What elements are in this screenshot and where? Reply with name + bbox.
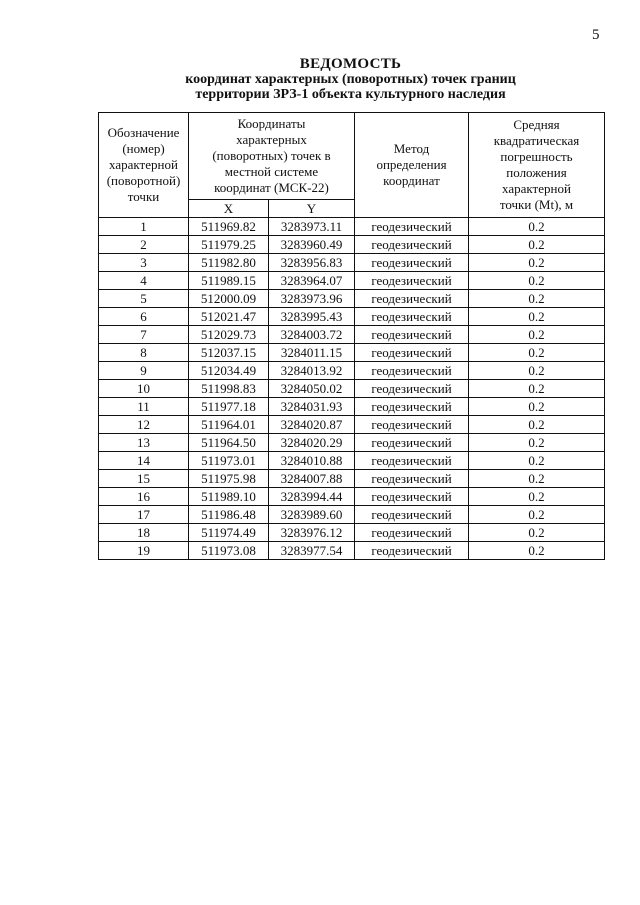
mt-error-cell: 0.2 <box>469 326 605 344</box>
y-coordinate-cell: 3284013.92 <box>269 362 355 380</box>
x-coordinate-cell: 511982.80 <box>189 254 269 272</box>
mt-error-cell: 0.2 <box>469 272 605 290</box>
table-row <box>99 272 605 290</box>
point-number-cell: 4 <box>99 272 189 290</box>
y-coordinate-cell: 3283960.49 <box>269 236 355 254</box>
x-coordinate-cell: 512000.09 <box>189 290 269 308</box>
x-coordinate-cell: 512034.49 <box>189 362 269 380</box>
table-body <box>99 218 605 560</box>
mt-error-cell: 0.2 <box>469 542 605 560</box>
x-coordinate-cell: 511989.15 <box>189 272 269 290</box>
x-coordinate-cell: 511986.48 <box>189 506 269 524</box>
table-row <box>99 308 605 326</box>
method-cell: геодезический <box>355 542 469 560</box>
method-cell: геодезический <box>355 488 469 506</box>
method-cell: геодезический <box>355 236 469 254</box>
table-row <box>99 434 605 452</box>
method-cell: геодезический <box>355 344 469 362</box>
mt-error-cell: 0.2 <box>469 362 605 380</box>
point-number-cell: 5 <box>99 290 189 308</box>
method-cell: геодезический <box>355 290 469 308</box>
y-coordinate-cell: 3283973.96 <box>269 290 355 308</box>
table-row <box>99 398 605 416</box>
header-designation: Обозначение (номер) характерной (поворотной) точки <box>99 113 189 218</box>
point-number-cell: 13 <box>99 434 189 452</box>
document-subtitle-line-2: территории ЗРЗ-1 объекта культурного наследия <box>195 87 506 102</box>
y-coordinate-cell: 3283976.12 <box>269 524 355 542</box>
method-cell: геодезический <box>355 452 469 470</box>
table-row <box>99 218 605 236</box>
y-coordinate-cell: 3284010.88 <box>269 452 355 470</box>
coordinates-table <box>98 112 605 560</box>
x-coordinate-cell: 511989.10 <box>189 488 269 506</box>
header-error: Средняя квадратическая погрешность положения характерной точки (Mt), м <box>469 113 605 218</box>
x-coordinate-cell: 511974.49 <box>189 524 269 542</box>
point-number-cell: 19 <box>99 542 189 560</box>
mt-error-cell: 0.2 <box>469 308 605 326</box>
y-coordinate-cell: 3283973.11 <box>269 218 355 236</box>
point-number-cell: 17 <box>99 506 189 524</box>
method-cell: геодезический <box>355 254 469 272</box>
table-row <box>99 326 605 344</box>
table-row <box>99 542 605 560</box>
x-coordinate-cell: 511964.01 <box>189 416 269 434</box>
y-coordinate-cell: 3284007.88 <box>269 470 355 488</box>
point-number-cell: 12 <box>99 416 189 434</box>
table-row <box>99 506 605 524</box>
y-coordinate-cell: 3283994.44 <box>269 488 355 506</box>
y-coordinate-cell: 3283989.60 <box>269 506 355 524</box>
point-number-cell: 9 <box>99 362 189 380</box>
point-number-cell: 11 <box>99 398 189 416</box>
point-number-cell: 6 <box>99 308 189 326</box>
method-cell: геодезический <box>355 362 469 380</box>
mt-error-cell: 0.2 <box>469 524 605 542</box>
mt-error-cell: 0.2 <box>469 470 605 488</box>
mt-error-cell: 0.2 <box>469 290 605 308</box>
header-method: Метод определения координат <box>355 113 469 218</box>
header-coordinates: Координаты характерных (поворотных) точек в местной системе координат (МСК-22) <box>189 113 355 200</box>
table-row <box>99 470 605 488</box>
point-number-cell: 2 <box>99 236 189 254</box>
x-coordinate-cell: 511998.83 <box>189 380 269 398</box>
y-coordinate-cell: 3283956.83 <box>269 254 355 272</box>
y-coordinate-cell: 3284050.02 <box>269 380 355 398</box>
mt-error-cell: 0.2 <box>469 452 605 470</box>
mt-error-cell: 0.2 <box>469 416 605 434</box>
document-subtitle-line-1: координат характерных (поворотных) точек границ <box>185 72 516 87</box>
point-number-cell: 16 <box>99 488 189 506</box>
x-coordinate-cell: 512021.47 <box>189 308 269 326</box>
x-coordinate-cell: 511973.01 <box>189 452 269 470</box>
point-number-cell: 10 <box>99 380 189 398</box>
page-number: 5 <box>592 27 600 43</box>
table-row <box>99 290 605 308</box>
mt-error-cell: 0.2 <box>469 236 605 254</box>
y-coordinate-cell: 3284020.29 <box>269 434 355 452</box>
mt-error-cell: 0.2 <box>469 218 605 236</box>
x-coordinate-cell: 511964.50 <box>189 434 269 452</box>
table-row <box>99 524 605 542</box>
point-number-cell: 8 <box>99 344 189 362</box>
mt-error-cell: 0.2 <box>469 434 605 452</box>
point-number-cell: 18 <box>99 524 189 542</box>
point-number-cell: 3 <box>99 254 189 272</box>
document-title: ВЕДОМОСТЬ <box>299 56 402 72</box>
table-row <box>99 236 605 254</box>
method-cell: геодезический <box>355 380 469 398</box>
method-cell: геодезический <box>355 524 469 542</box>
table-row <box>99 416 605 434</box>
method-cell: геодезический <box>355 416 469 434</box>
method-cell: геодезический <box>355 506 469 524</box>
point-number-cell: 14 <box>99 452 189 470</box>
x-coordinate-cell: 512029.73 <box>189 326 269 344</box>
table-row <box>99 344 605 362</box>
method-cell: геодезический <box>355 272 469 290</box>
x-coordinate-cell: 511973.08 <box>189 542 269 560</box>
mt-error-cell: 0.2 <box>469 488 605 506</box>
method-cell: геодезический <box>355 434 469 452</box>
x-coordinate-cell: 511977.18 <box>189 398 269 416</box>
x-coordinate-cell: 511975.98 <box>189 470 269 488</box>
y-coordinate-cell: 3283964.07 <box>269 272 355 290</box>
method-cell: геодезический <box>355 470 469 488</box>
header-x: X <box>189 200 269 218</box>
method-cell: геодезический <box>355 308 469 326</box>
point-number-cell: 7 <box>99 326 189 344</box>
y-coordinate-cell: 3283995.43 <box>269 308 355 326</box>
table-row <box>99 452 605 470</box>
table-row <box>99 254 605 272</box>
mt-error-cell: 0.2 <box>469 254 605 272</box>
y-coordinate-cell: 3284031.93 <box>269 398 355 416</box>
table-row <box>99 380 605 398</box>
table-row <box>99 362 605 380</box>
x-coordinate-cell: 511969.82 <box>189 218 269 236</box>
point-number-cell: 1 <box>99 218 189 236</box>
y-coordinate-cell: 3284020.87 <box>269 416 355 434</box>
title-block <box>98 57 603 102</box>
header-y: Y <box>269 200 355 218</box>
y-coordinate-cell: 3283977.54 <box>269 542 355 560</box>
x-coordinate-cell: 511979.25 <box>189 236 269 254</box>
mt-error-cell: 0.2 <box>469 344 605 362</box>
y-coordinate-cell: 3284011.15 <box>269 344 355 362</box>
table-row <box>99 488 605 506</box>
method-cell: геодезический <box>355 326 469 344</box>
point-number-cell: 15 <box>99 470 189 488</box>
y-coordinate-cell: 3284003.72 <box>269 326 355 344</box>
method-cell: геодезический <box>355 398 469 416</box>
x-coordinate-cell: 512037.15 <box>189 344 269 362</box>
mt-error-cell: 0.2 <box>469 506 605 524</box>
method-cell: геодезический <box>355 218 469 236</box>
mt-error-cell: 0.2 <box>469 398 605 416</box>
mt-error-cell: 0.2 <box>469 380 605 398</box>
